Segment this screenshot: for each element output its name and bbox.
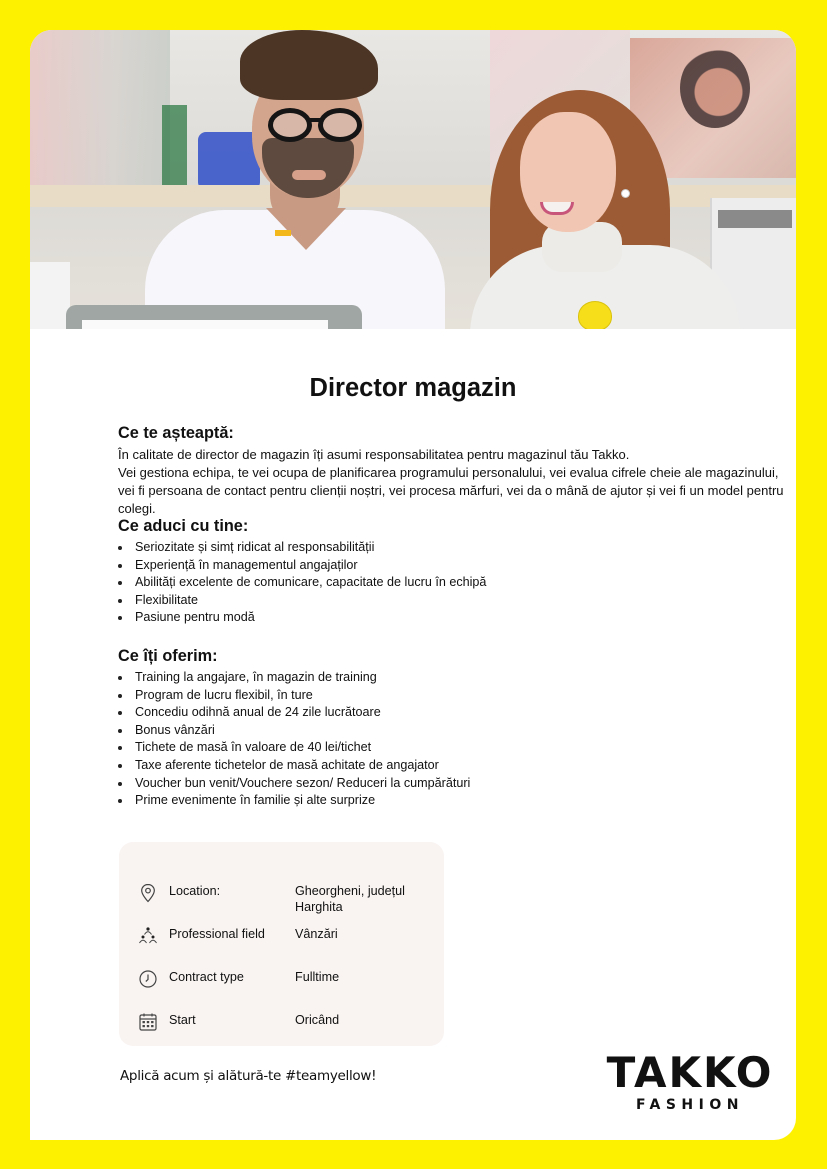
list-item: Bonus vânzări bbox=[118, 722, 796, 740]
info-row-professional-field bbox=[119, 927, 444, 951]
page-title: Director magazin bbox=[309, 374, 517, 403]
section-paragraph: În calitate de director de magazin îți asumi responsabilitatea pentru magazinul tău Takko. bbox=[118, 447, 630, 462]
list-item: Program de lucru flexibil, în ture bbox=[118, 687, 796, 705]
benefits-list bbox=[118, 669, 796, 810]
info-label: Location: bbox=[169, 884, 221, 898]
job-posting-panel bbox=[30, 30, 796, 1140]
info-label: Contract type bbox=[169, 970, 244, 984]
section-heading: Ce îți oferim: bbox=[118, 647, 218, 665]
location-pin-icon bbox=[137, 882, 159, 904]
info-label: Start bbox=[169, 1013, 196, 1027]
list-item: Flexibilitate bbox=[118, 592, 796, 610]
photo-glasses-bridge bbox=[310, 118, 322, 122]
photo-man-hair bbox=[240, 30, 378, 100]
section-requirements bbox=[118, 517, 796, 627]
logo-wordmark: TAKKO bbox=[606, 1048, 774, 1097]
list-item: Experiență în managementul angajaților bbox=[118, 557, 796, 575]
photo-background-item bbox=[198, 132, 260, 190]
info-value: Gheorgheni, județul Harghita bbox=[295, 884, 405, 914]
info-value: Vânzări bbox=[295, 927, 338, 941]
info-value: Oricând bbox=[295, 1013, 340, 1027]
photo-register-screen bbox=[82, 320, 328, 329]
section-paragraph: Vei gestiona echipa, te vei ocupa de planificarea programului personalului, vei evalua cifrele cheie ale magazinului, vei fi persoana de contact pentru clienții noștri, vei procesa mărfuri, vei da o mână de ajutor și vei fi un model pentru colegi. bbox=[118, 465, 784, 516]
list-item: Prime evenimente în familie și alte surprize bbox=[118, 792, 796, 810]
info-label: Professional field bbox=[169, 927, 265, 941]
hero-photo bbox=[30, 30, 796, 329]
list-item: Voucher bun venit/Vouchere sezon/ Reduceri la cumpărături bbox=[118, 775, 796, 793]
section-expectations bbox=[118, 424, 796, 518]
list-item: Training la angajare, în magazin de training bbox=[118, 669, 796, 687]
photo-man-vneck bbox=[266, 208, 346, 250]
clock-icon bbox=[137, 968, 159, 990]
photo-equipment bbox=[30, 262, 70, 329]
photo-background-item bbox=[162, 105, 187, 190]
list-item: Pasiune pentru modă bbox=[118, 609, 796, 627]
section-benefits bbox=[118, 647, 796, 810]
info-value: Fulltime bbox=[295, 970, 340, 984]
photo-woman-earring bbox=[622, 190, 629, 197]
info-row-location bbox=[119, 884, 444, 914]
list-item: Tichete de masă în valoare de 40 lei/tichet bbox=[118, 739, 796, 757]
name-badge bbox=[275, 230, 291, 236]
heart-badge-icon bbox=[579, 302, 611, 329]
glasses-icon bbox=[318, 108, 362, 142]
photo-cabinet-slot bbox=[718, 210, 792, 228]
photo-shelf bbox=[30, 185, 796, 207]
org-hierarchy-icon bbox=[137, 925, 159, 947]
calendar-icon bbox=[137, 1011, 159, 1033]
section-heading: Ce aduci cu tine: bbox=[118, 517, 249, 535]
list-item: Seriozitate și simț ridicat al responsabilității bbox=[118, 539, 796, 557]
list-item: Taxe aferente tichetelor de masă achitate de angajator bbox=[118, 757, 796, 775]
section-heading: Ce te așteaptă: bbox=[118, 424, 234, 442]
photo-man-mouth bbox=[292, 170, 326, 180]
logo-subtitle: FASHION bbox=[636, 1097, 744, 1113]
info-row-contract-type bbox=[119, 970, 444, 994]
job-info-card bbox=[119, 842, 444, 1046]
photo-background-rack bbox=[30, 30, 170, 200]
glasses-icon bbox=[268, 108, 312, 142]
list-item: Abilități excelente de comunicare, capacitate de lucru în echipă bbox=[118, 574, 796, 592]
apply-call-to-action: Aplică acum și alătură-te #teamyellow! bbox=[120, 1068, 377, 1084]
info-row-start bbox=[119, 1013, 444, 1037]
photo-woman-face bbox=[520, 112, 616, 232]
requirements-list bbox=[118, 539, 796, 627]
photo-poster-figure bbox=[680, 48, 750, 128]
list-item: Concediu odihnă anual de 24 zile lucrătoare bbox=[118, 704, 796, 722]
takko-fashion-logo bbox=[605, 1048, 775, 1113]
